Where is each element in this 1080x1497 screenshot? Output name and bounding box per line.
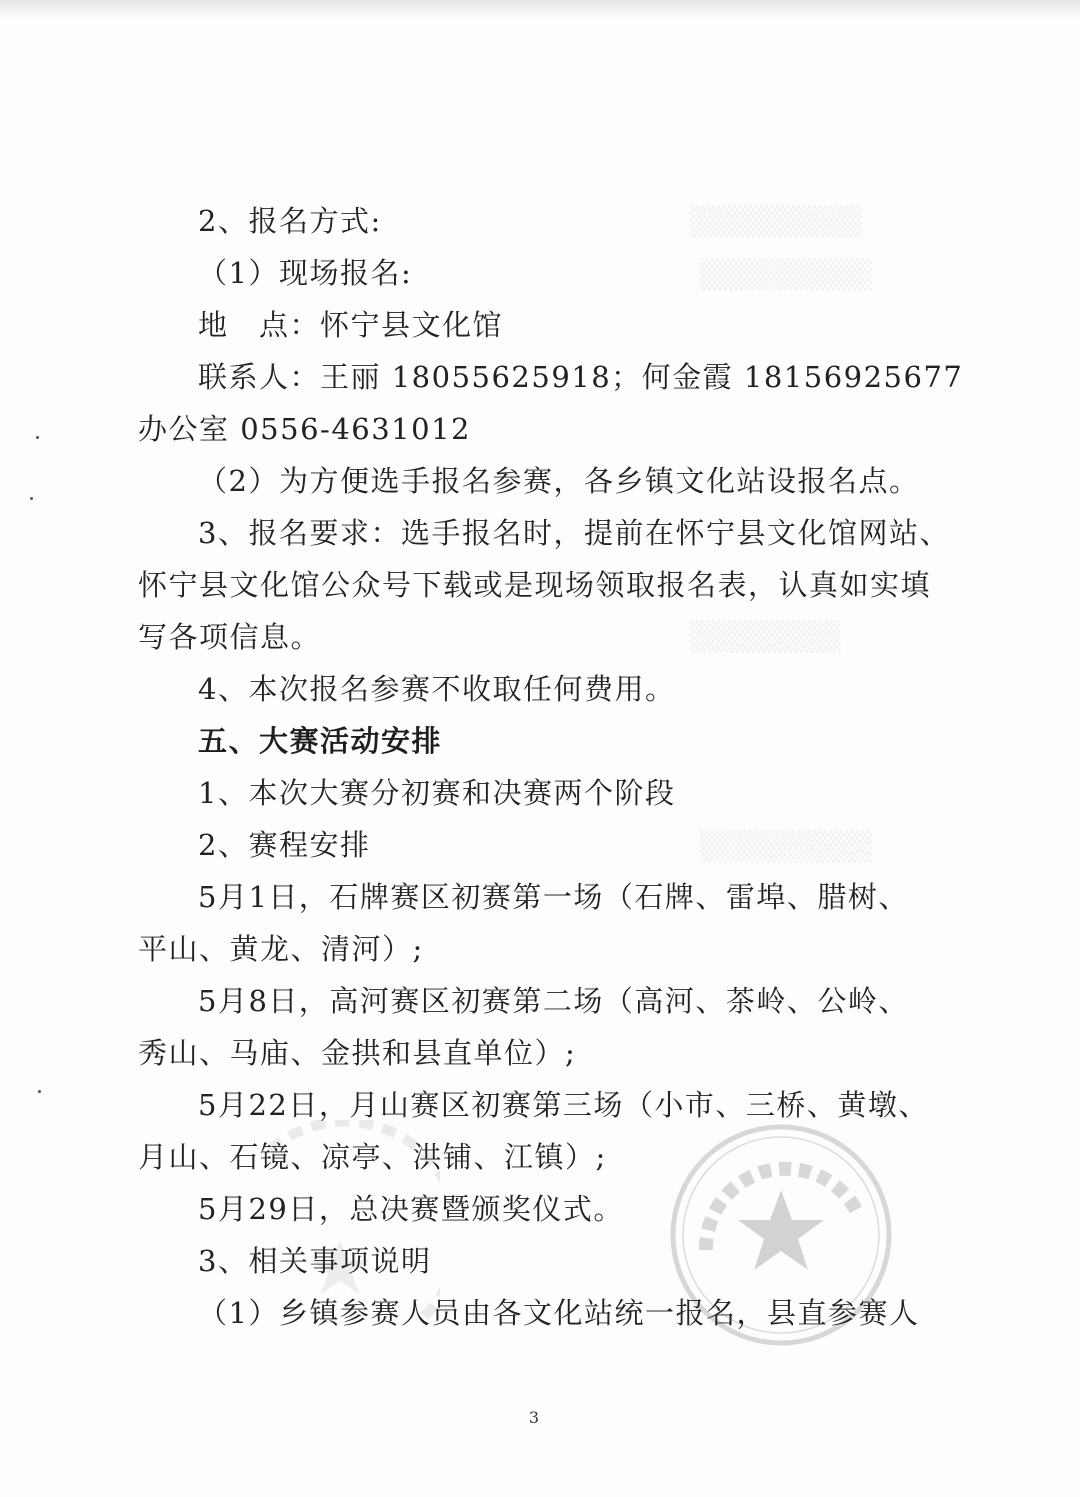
text-line: 3、相关事项说明 [198,1244,432,1278]
text-line: 5月8日，高河赛区初赛第二场（高河、茶岭、公岭、 [198,984,909,1018]
text-line: 怀宁县文化馆公众号下载或是现场领取报名表，认真如实填 [138,568,932,602]
text-line: （1）乡镇参赛人员由各文化站统一报名，县直参赛人 [198,1296,920,1330]
text-line: 月山、石镜、凉亭、洪铺、江镇）; [138,1140,607,1174]
text-line: （2）为方便选手报名参赛，各乡镇文化站设报名点。 [198,464,920,498]
text-line: 2、赛程安排 [198,828,371,862]
text-line: 联系人：王丽 18055625918；何金霞 18156925677 [198,360,964,394]
text-line: 5月1日，石牌赛区初赛第一场（石牌、雷埠、腊树、 [198,880,909,914]
text-line: 5月22日，月山赛区初赛第三场（小市、三桥、黄墩、 [198,1088,929,1122]
text-line: 4、本次报名参赛不收取任何费用。 [198,672,676,706]
text-line: （1）现场报名: [198,256,413,290]
text-line: 1、本次大赛分初赛和决赛两个阶段 [198,776,676,810]
text-line: 办公室 0556-4631012 [138,412,471,446]
text-line: 地 点：怀宁县文化馆 [198,308,504,342]
text-line: 5月29日，总决赛暨颁奖仪式。 [198,1192,624,1226]
page-number: 3 [528,1408,540,1427]
text-line: 秀山、马庙、金拱和县直单位）; [138,1036,577,1070]
text-line: 3、报名要求：选手报名时，提前在怀宁县文化馆网站、 [198,516,950,550]
text-line: 平山、黄龙、清河）; [138,932,424,966]
text-line: 2、报名方式: [198,204,382,238]
text-line: 写各项信息。 [138,620,322,654]
section-heading: 五、大赛活动安排 [198,724,443,758]
